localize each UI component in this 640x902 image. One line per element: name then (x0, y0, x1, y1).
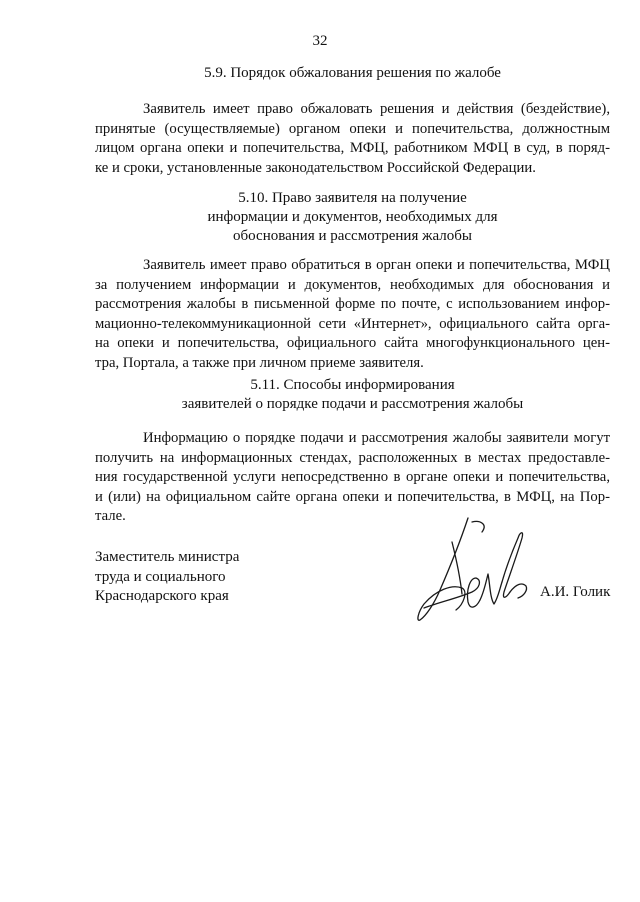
paragraph-line: Информацию о порядке подачи и рассмотрения жалобы заявители могут (143, 430, 610, 446)
heading-line: заявителей о порядке подачи и рассмотрения жалобы (181, 396, 524, 412)
section-5-9-heading (95, 64, 610, 83)
paragraph-line: и (или) на официальном сайте органа опеки и попечительства, в МФЦ, на Пор- (95, 488, 610, 505)
section-5-10-paragraph (95, 256, 610, 373)
section-5-10-heading (95, 189, 610, 246)
heading-line: информации и документов, необходимых для (207, 209, 498, 225)
signatory-title-line: Краснодарского края (95, 588, 229, 604)
paragraph-line: лицом органа опеки и попечительства, МФЦ, работником МФЦ в суд, в поряд- (95, 140, 610, 156)
paragraph-line: мационно-телекоммуникационной сети «Интернет», официального сайта орга- (95, 315, 610, 332)
paragraph-line: тра, Портала, а также при личном приеме заявителя. (95, 354, 424, 371)
paragraph-line: принятые (осуществляемые) органом опеки и попечительства, должностным (95, 120, 610, 137)
paragraph-line: Заявитель имеет право обжаловать решения и действия (бездействие), (143, 101, 610, 117)
signatory-title-line: Заместитель министра (95, 549, 240, 565)
section-5-9-paragraph (95, 100, 610, 178)
paragraph-line: получить на информационных стендах, расположенных в местах предоставле- (95, 449, 610, 466)
section-5-11-heading (95, 376, 610, 414)
paragraph-line: Заявитель имеет право обратиться в орган опеки и попечительства, МФЦ (143, 257, 610, 273)
heading-line: 5.11. Способы информирования (250, 377, 455, 393)
heading-line: 5.10. Право заявителя на получение (238, 190, 467, 206)
signatory-title-line: труда и социального (95, 568, 226, 585)
handwritten-signature (410, 512, 545, 630)
heading-line: 5.9. Порядок обжалования решения по жалобе (204, 65, 501, 81)
signatory-name: А.И. Голик (540, 584, 611, 600)
signatory-title (95, 548, 239, 607)
heading-line: обоснования и рассмотрения жалобы (233, 228, 472, 244)
paragraph-line: тале. (95, 508, 126, 524)
paragraph-line: за получением информации и документов, необходимых для обоснования и (95, 276, 610, 293)
paragraph-line: рассмотрения жалобы в письменной форме по почте, с использованием инфор- (95, 296, 610, 312)
paragraph-line: ния государственной услуги непосредственно в органе опеки и попечительства, (95, 469, 610, 485)
page-number: 32 (312, 33, 328, 49)
paragraph-line: на опеки и попечительства, официального сайта многофункционального цен- (95, 335, 610, 351)
paragraph-line: ке и сроки, установленные законодательством Российской Федерации. (95, 159, 536, 176)
